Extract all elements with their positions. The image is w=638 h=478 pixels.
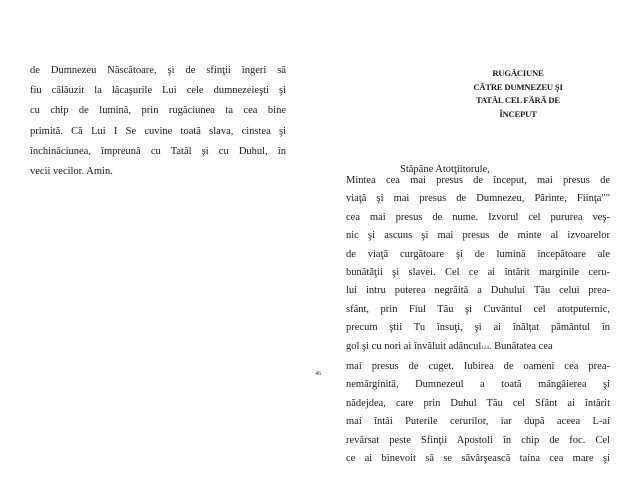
right-line-15: revărsat peste Sfinţii Apostoli în chip de foc. Cel [346, 434, 610, 446]
left-line-1: de Dumnezeu Născătoare, şi de sfinţii îngeri să [30, 65, 286, 76]
right-line-1: Mintea cea mai presus de început, mai presus de [346, 175, 610, 186]
left-line-6: vecii vecilor. Amin. [30, 166, 113, 178]
left-line-3: cu chip de lumină, prin rugăciunea ta cea bine [30, 105, 286, 117]
right-line-12: nemărginită, Dumnezeul a toată mângâierea şi [346, 379, 610, 391]
right-line-11: mai presus de cuget. Iubirea de oameni cea prea- [346, 361, 610, 373]
heading-line-2: CĂTRE DUMNEZEU ŞI [473, 81, 563, 92]
right-line-13: nădejdea, care prin Duhul Tău cel Sfânt ai întărit [346, 397, 610, 409]
right-line-6: bunătăţii şi slavei. Cel ce ai întărit marginile ceru- [346, 267, 610, 279]
right-line-7: lui intru puterea negrăită a Duhului Tău celui prea- [346, 285, 610, 297]
right-line-8: sfânt, prin Fiul Tău şi Cuvântul cel atotputernic, [346, 303, 610, 315]
heading-line-1: RUGĂCIUNE [492, 68, 544, 78]
left-page-text [30, 61, 286, 182]
right-line-16: ce ai binevoit să se săvârşească taina cea mare şi [346, 453, 610, 465]
left-line-5: închinăciunea, împreună cu Tatăl şi cu Duhul, în [30, 145, 286, 157]
heading-line-4: ÎNCEPUT [499, 108, 537, 119]
left-line-4: primită. Că Lui I Se cuvine toată slava, cinstea şi [30, 125, 286, 137]
right-page-text [346, 172, 610, 469]
left-line-2: fiu călăuzit la lăcaşurile Lui cele dumnezeieşti şi [30, 85, 286, 97]
prayer-heading [462, 67, 574, 121]
right-line-14: mai întâi Puterile cerurilor, iar după aceea L-ai [346, 416, 610, 428]
right-line-2: viaţă şi mai presus de Dumnezeu, Părinte, Fiinţa"" [346, 193, 610, 205]
right-line-3: cea mai presus de nume. Izvorul cel pururea veş- [346, 211, 610, 223]
right-line-10 [346, 338, 610, 358]
right-line-5: de viaţă curgătoare şi de lumină începătoare ale [346, 248, 610, 260]
heading-line-3: TATĂL CEL FĂRĂ DE [476, 95, 560, 105]
invocation-line: Stăpâne Atotţiitorule, [400, 164, 490, 175]
right-line-4: nic şi ascuns şi mai presus de minte al izvoarelor [346, 230, 610, 242]
footnote-ref: 124 [481, 345, 489, 351]
right-line-10-tail: . Bunătatea cea [488, 340, 553, 352]
page-number: 46 [315, 371, 321, 377]
right-line-9: precum ştii Tu însuţi, şi ai înălţat pământul în [346, 322, 610, 334]
right-line-10-text: gol şi cu nori ai învăluit adâncul [346, 340, 482, 352]
